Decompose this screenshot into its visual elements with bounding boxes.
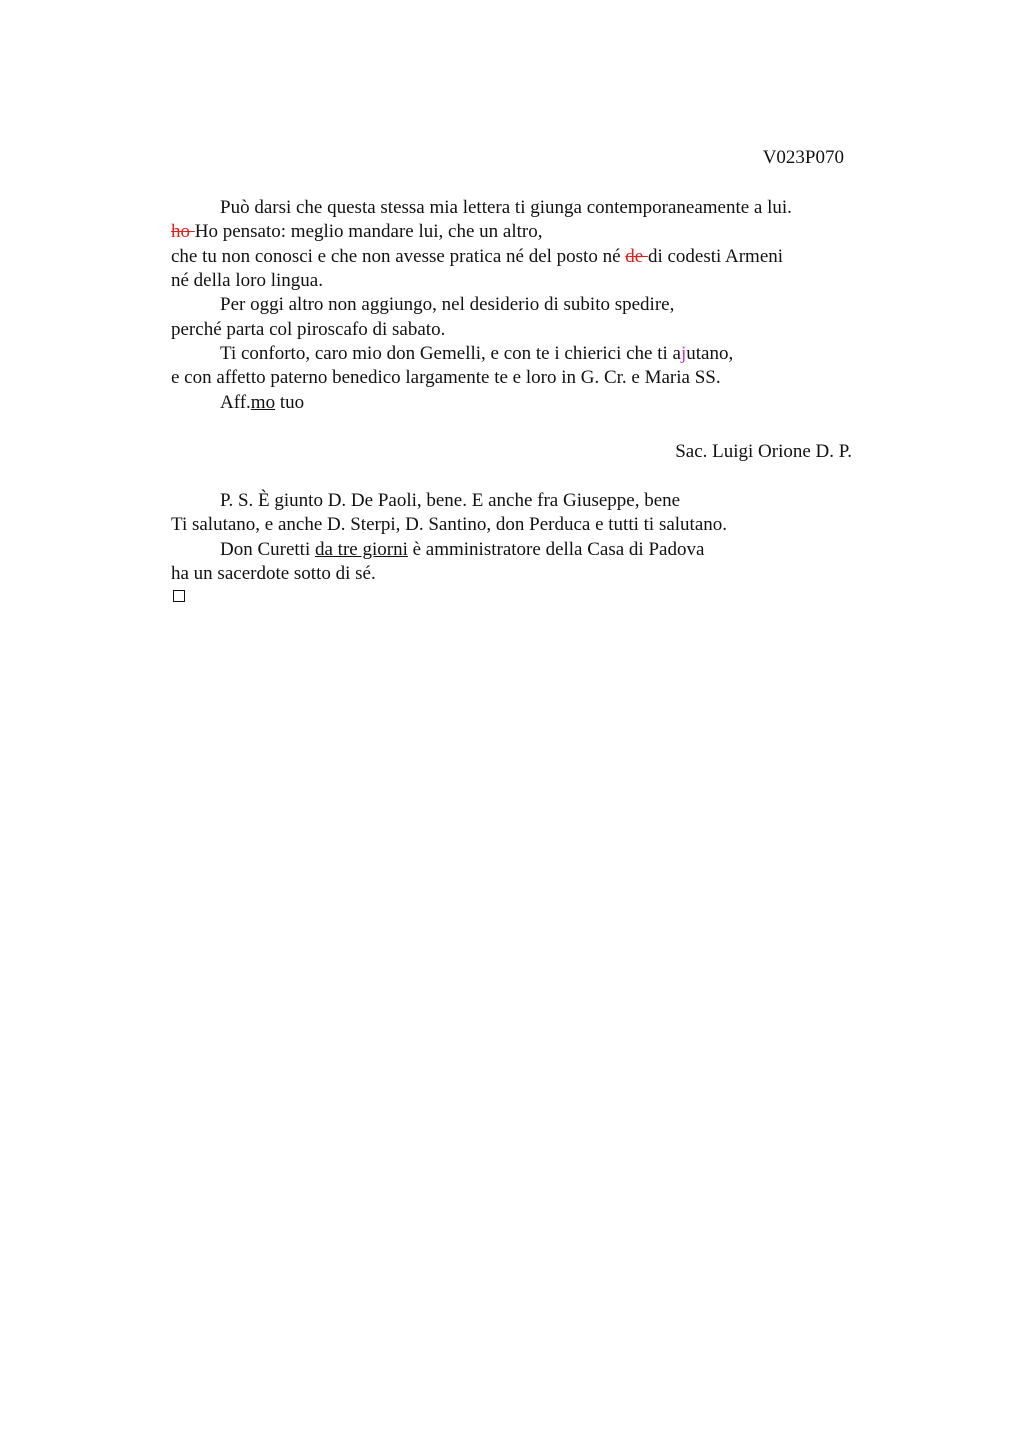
- deleted-word: de: [625, 246, 648, 267]
- deleted-word: ho: [171, 221, 195, 242]
- postscript-text: ha un sacerdote sotto di sé.: [171, 563, 376, 584]
- letter-line-7: [220, 342, 733, 366]
- letter-line-2: [171, 220, 542, 244]
- closing-line: [220, 391, 304, 415]
- letter-line-6: [171, 318, 445, 342]
- reference-code: V023P070: [762, 147, 844, 168]
- letter-text: Ti conforto, caro mio don Gemelli, e con te i chierici che ti a: [220, 343, 681, 364]
- letter-text: e con affetto paterno benedico largamente te e loro in G. Cr. e Maria SS.: [171, 367, 721, 388]
- letter-text: Può darsi che questa stessa mia lettera ti giunga contemporaneamente a lui.: [220, 197, 792, 218]
- signature: Sac. Luigi Orione D. P.: [675, 441, 852, 462]
- letter-line-8: [171, 366, 721, 390]
- letter-line-3: [171, 245, 783, 269]
- postscript-text: è amministratore della Casa di Padova: [407, 539, 705, 560]
- letter-text: Per oggi altro non aggiungo, nel desiderio di subito spedire,: [220, 294, 675, 315]
- postscript-text: Ti salutano, e anche D. Sterpi, D. Santino, don Perduca e tutti ti salutano.: [171, 514, 728, 535]
- empty-box-symbol: [173, 590, 185, 602]
- letter-text: perché parta col piroscafo di sabato.: [171, 319, 446, 340]
- postscript-line-3: [220, 538, 704, 562]
- letter-line-5: [220, 293, 674, 317]
- letter-text: utano,: [686, 343, 734, 364]
- postscript-text: Don Curetti: [220, 539, 315, 560]
- letter-text: che tu non conosci e che non avesse pratica né del posto né: [171, 246, 626, 267]
- closing-text: tuo: [275, 392, 305, 413]
- letter-text: di codesti Armeni: [647, 246, 784, 267]
- postscript-line-4: [171, 562, 376, 586]
- letter-line-4: [171, 269, 323, 293]
- letter-text: Ho pensato: meglio mandare lui, che un altro,: [194, 221, 543, 242]
- letter-line-1: [220, 196, 792, 220]
- postscript-line-2: [171, 513, 727, 537]
- inserted-letter: j: [680, 343, 687, 364]
- postscript-text: P. S. È giunto D. De Paoli, bene. E anche fra Giuseppe, bene: [220, 490, 681, 511]
- closing-underlined: mo: [250, 392, 276, 413]
- closing-text: Aff.: [220, 392, 251, 413]
- letter-text: né della loro lingua.: [171, 270, 323, 291]
- underlined-phrase: da tre giorni: [315, 539, 408, 560]
- postscript-line-1: [220, 489, 680, 513]
